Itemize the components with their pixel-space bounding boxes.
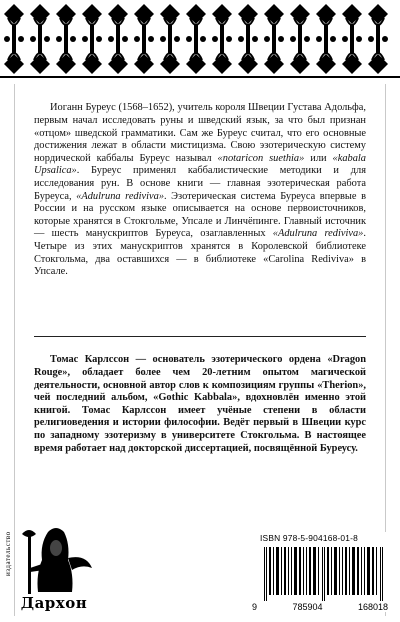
- section-divider: [34, 336, 366, 337]
- description-paragraph: Иоганн Буреус (1568–1652), учитель короля Швеции Густава Адольфа, первым начал исследовать руны и шведский язык, за что был признан «отцом» шведской грамматики. Сам же Буреус считал, что его основные достижения лежат в области мистицизма. Свою эзотерическую систему нордической каббалы Буреус называл «notaricon suethia» или «kabala Upsalica». Буреус применял каббалистические методики и для исследования рун. В основе книги — главная эзотерическая работа Буреуса, «Adulruna rediviva». Эзотерическая система Буреуса впервые в России и на русском языке описывается на основе первоисточников, которые хранятся в Стокгольме, Упсале и Линчёпинге. Главный источник — шесть манускриптов Буреуса, озаглавленных «Adulruna rediviva». Четыре из этих манускриптов хранятся в Королевской библиотеке Стокгольма, два оставшихся — в библиотеке «Carolina Rediviva» в Упсале.: [34, 102, 366, 278]
- publisher-label: издательство: [4, 531, 12, 576]
- author-bio-paragraph: Томас Карлссон — основатель эзотерического ордена «Dragon Rouge», обладает более чем 20-летним опытом магической деятельности, основной автор слов к композициям группы «Therion», чей последний альбом, «Gothic Kabbala», вдохновлён именно этой книгой. Томас Карлссон имеет учёные степени в области религиоведения и истории философии. Ведёт первый в Швеции курс по западному эзотеризму в университете Стокгольма. В настоящее время работает над докторской диссертацией, посвящённой Буреусу.: [34, 354, 366, 454]
- barcode-bars: [264, 547, 384, 601]
- barcode-digit-group1: 785904: [292, 602, 323, 612]
- publisher-name: Дархон: [20, 594, 88, 612]
- ornament-pattern: [0, 0, 400, 80]
- barcode-digits: [252, 602, 388, 612]
- isbn-text: ISBN 978-5-904168-01-8: [260, 533, 358, 543]
- barcode-digit-group2: 168018: [357, 602, 388, 612]
- barcode-digit-first: 9: [252, 602, 258, 612]
- ornamental-border: [0, 0, 400, 80]
